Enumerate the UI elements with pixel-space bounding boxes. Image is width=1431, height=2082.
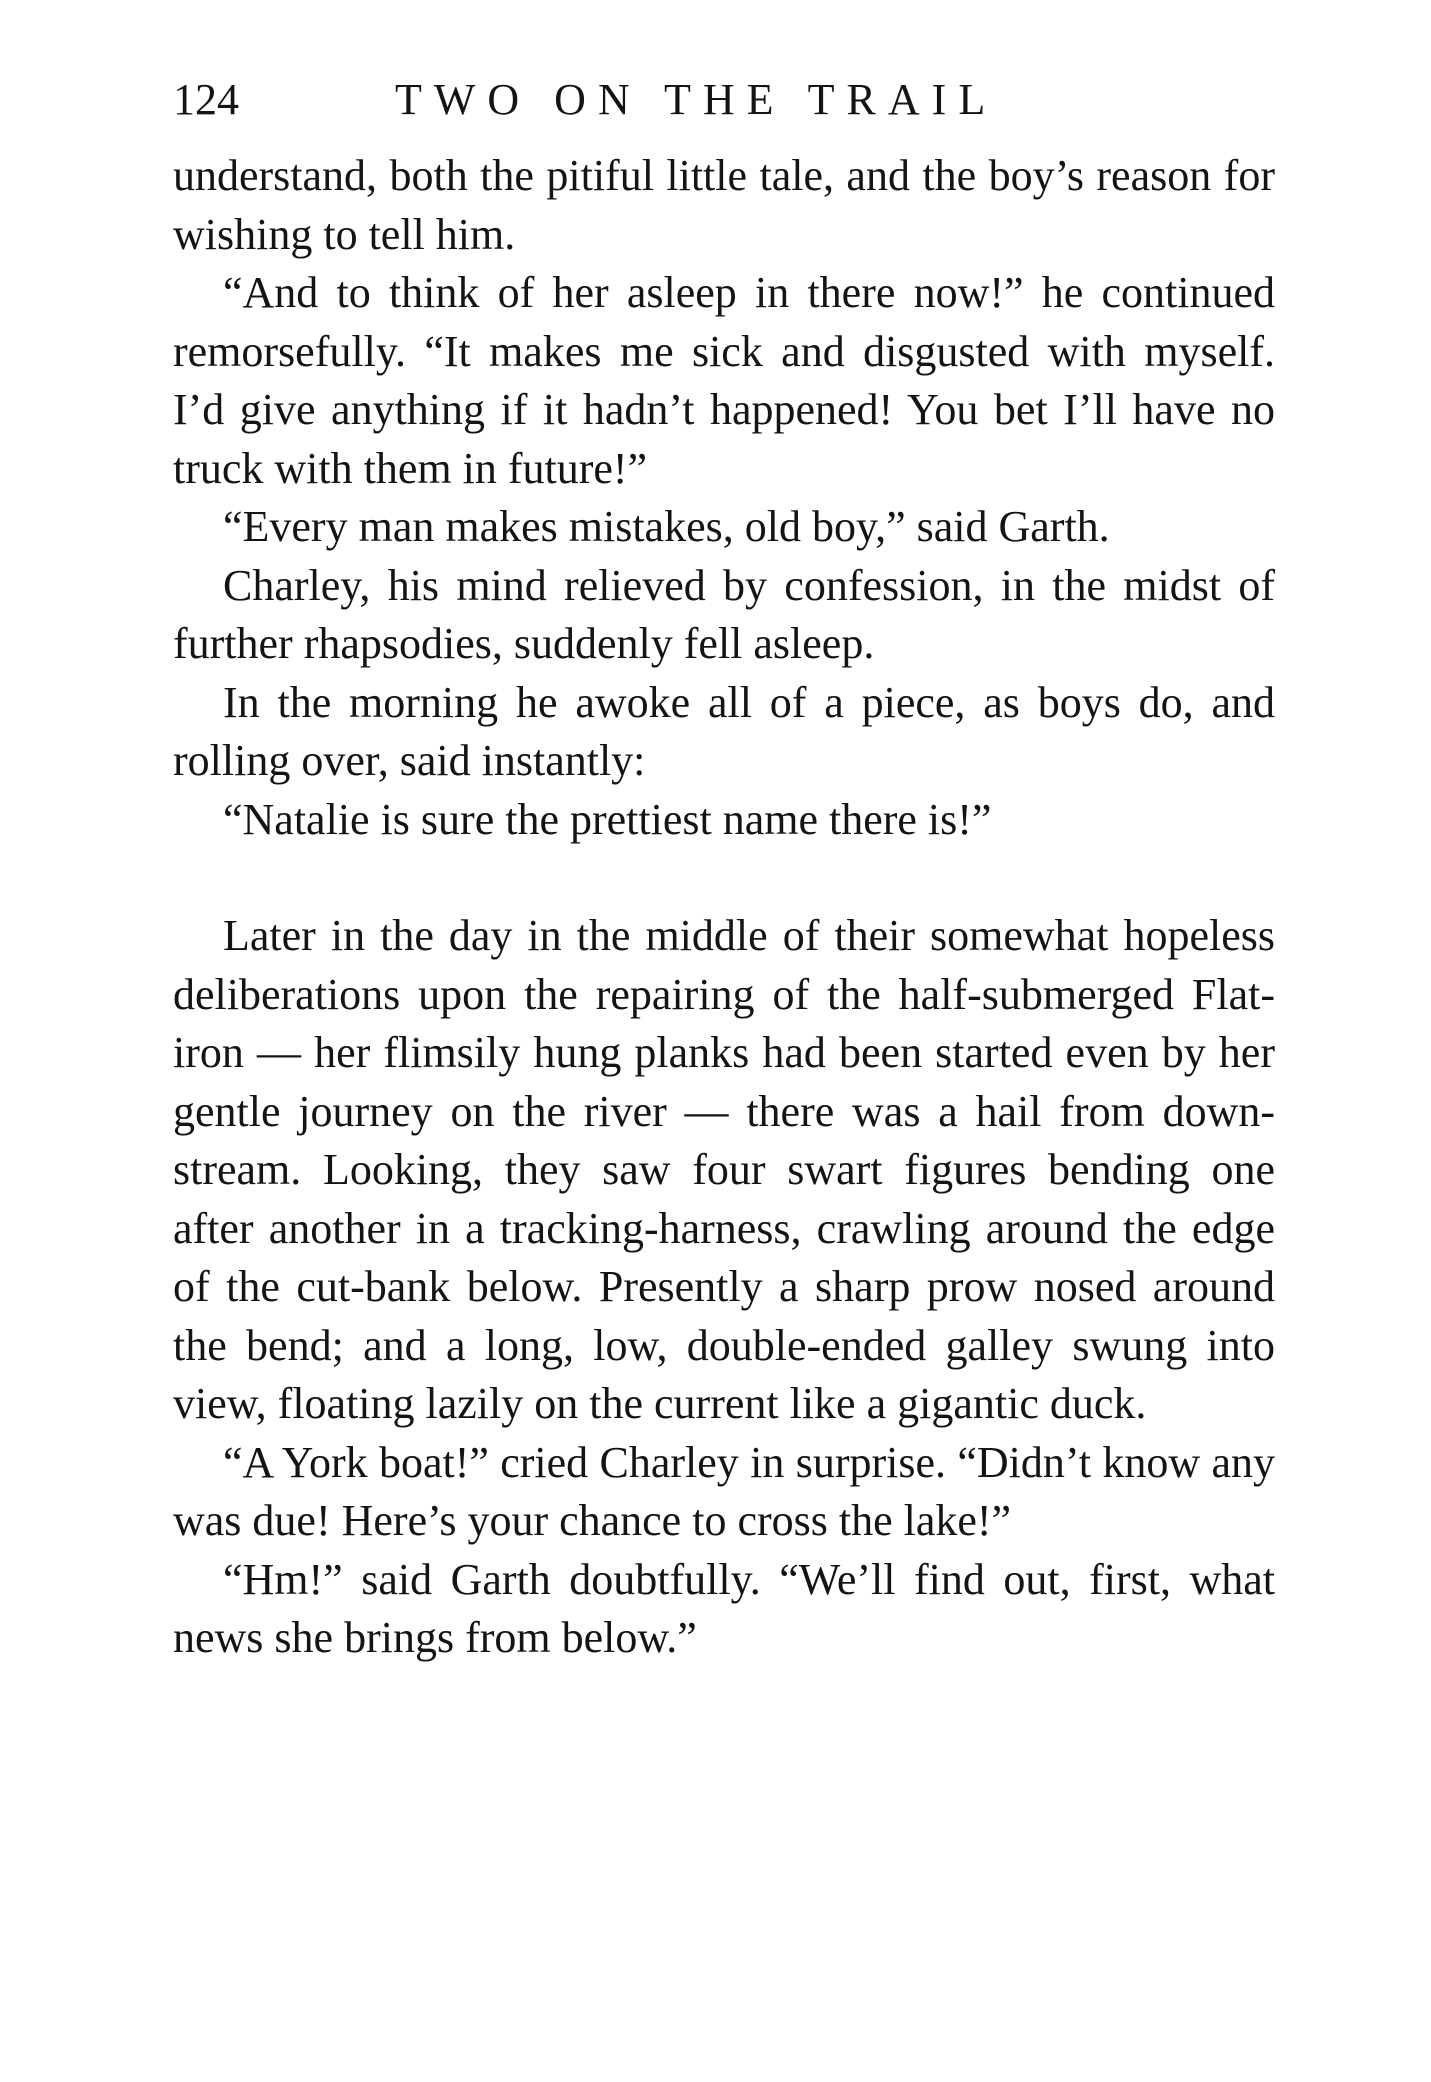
- running-title: TWO ON THE TRAIL: [395, 75, 998, 124]
- page-number: 124: [173, 75, 239, 124]
- paragraph-4: Charley, his mind relieved by confession, in the midst of further rhapsodies, suddenly fell asleep.: [173, 560, 1275, 668]
- paragraph-6: “Natalie is sure the prettiest name there is!”: [223, 794, 992, 844]
- body-text: [173, 147, 1275, 1668]
- paragraph-1: understand, both the pitiful little tale, and the boy’s reason for wishing to tell him.: [173, 151, 1275, 259]
- paragraph-8: “A York boat!” cried Charley in surprise. “Didn’t know any was due! Here’s your chance to cross the lake!”: [173, 1437, 1275, 1545]
- paragraph-9: “Hm!” said Garth doubtfully. “We’ll find out, first, what news she brings from below.”: [173, 1554, 1275, 1662]
- paragraph-5: In the morning he awoke all of a piece, as boys do, and rolling over, said instantly:: [173, 677, 1275, 785]
- paragraph-2: “And to think of her asleep in there now!” he continued remorsefully. “It makes me sick and disgusted with myself. I’d give anything if it hadn’t happened! You bet I’ll have no truck with them in future!”: [173, 268, 1275, 493]
- paragraph-7: Later in the day in the middle of their somewhat hopeless deliberations upon the repairing of the half-submerged Flat-iron — her flimsily hung planks had been started even by her gentle journey on the river — there was a hail from down-stream. Looking, they saw four swart figures bending one after another in a tracking-harness, crawling around the edge of the cut-bank below. Presently a sharp prow nosed around the bend; and a long, low, double-ended galley swung into view, floating lazily on the current like a gigantic duck.: [173, 911, 1275, 1428]
- page-header: [173, 70, 1273, 130]
- paragraph-3: “Every man makes mistakes, old boy,” said Garth.: [223, 502, 1110, 551]
